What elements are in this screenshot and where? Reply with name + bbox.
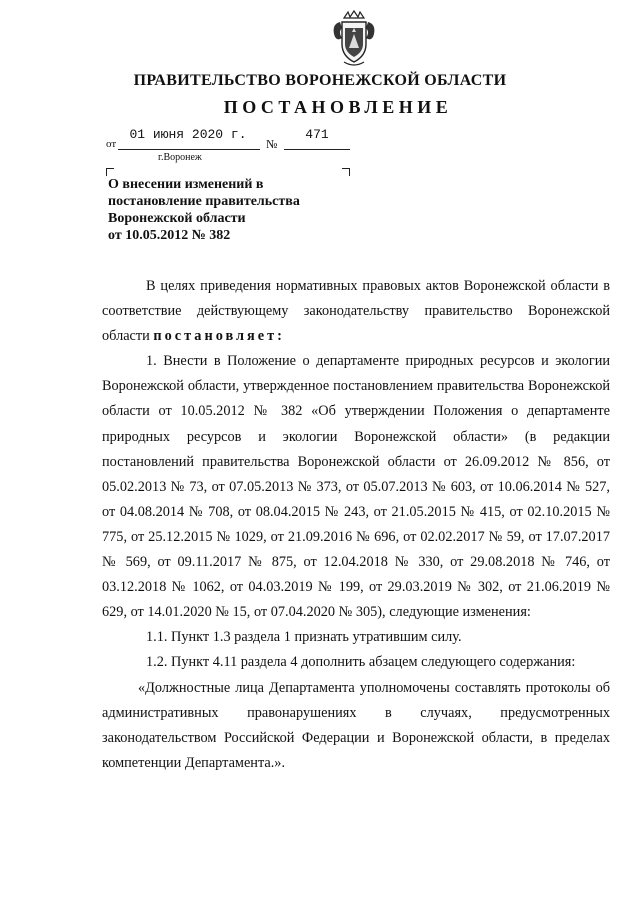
item-1-paragraph: 1. Внести в Положение о департаменте природных ресурсов и экологии Воронежской области, утвержденное постановлением правительства Воронежской области от 10.05.2012 № 382 «Об утверждении Положения о департаменте природных ресурсов и экологии Воронежской области» (в редакции постановлений правительства Воронежской области от 26.09.2012 № 856, от 05.02.2013 № 73, от 07.05.2013 № 373, от 05.07.2013 № 603, от 10.06.2014 № 527, от 04.08.2014 № 708, от 08.04.2015 № 243, от 21.05.2015 № 415, от 02.10.2015 № 775, от 25.12.2015 № 1029, от 21.09.2016 № 696, от 02.02.2017 № 59, от 17.07.2017 № 569, от 09.11.2017 № 875, от 12.04.2018 № 330, от 29.08.2018 № 746, от 03.12.2018 № 1062, от 04.03.2019 № 199, от 29.03.2019 № 302, от 21.06.2019 № 629, от 14.01.2020 № 15, от 07.04.2020 № 305), следующие изменения: [102,353,610,621]
title-line: постановление правительства [108,194,300,209]
number-value: 471 [305,127,329,142]
date-label: от [106,138,117,150]
title-corner-right [342,168,350,176]
document-title [108,176,348,244]
number-underline [284,149,350,150]
item-1-2-paragraph: 1.2. Пункт 4.11 раздела 4 дополнить абзацем следующего содержания: [146,654,576,671]
document-type: ПОСТАНОВЛЕНИЕ [223,97,453,117]
number-label: № [266,137,278,151]
organization-name: ПРАВИТЕЛЬСТВО ВОРОНЕЖСКОЙ ОБЛАСТИ [133,72,507,89]
decree-word: постановляет: [153,328,285,345]
date-value: 01 июня 2020 г. [129,127,247,142]
item-1-1-paragraph: 1.1. Пункт 1.3 раздела 1 признать утратившим силу. [146,629,462,646]
document-body [102,274,610,776]
intro-text: В целях приведения нормативных правовых актов Воронежской области в соответствие действующему законодательству правительство Воронежской области [102,278,610,345]
date-underline [118,149,260,150]
intro-paragraph [102,274,610,349]
title-line: Воронежской области [108,211,246,226]
coat-of-arms-emblem [330,8,378,68]
city-name: г.Воронеж [158,152,202,163]
quoted-paragraph: «Должностные лица Департамента уполномочены составлять протоколы об административных правонарушениях в случаях, предусмотренных законодательством Российской Федерации и Воронежской области, в пределах компетенции Департамента.». [102,679,610,771]
title-corner-left [106,168,114,176]
title-line: О внесении изменений в [108,177,264,192]
title-line: от 10.05.2012 № 382 [108,228,231,243]
